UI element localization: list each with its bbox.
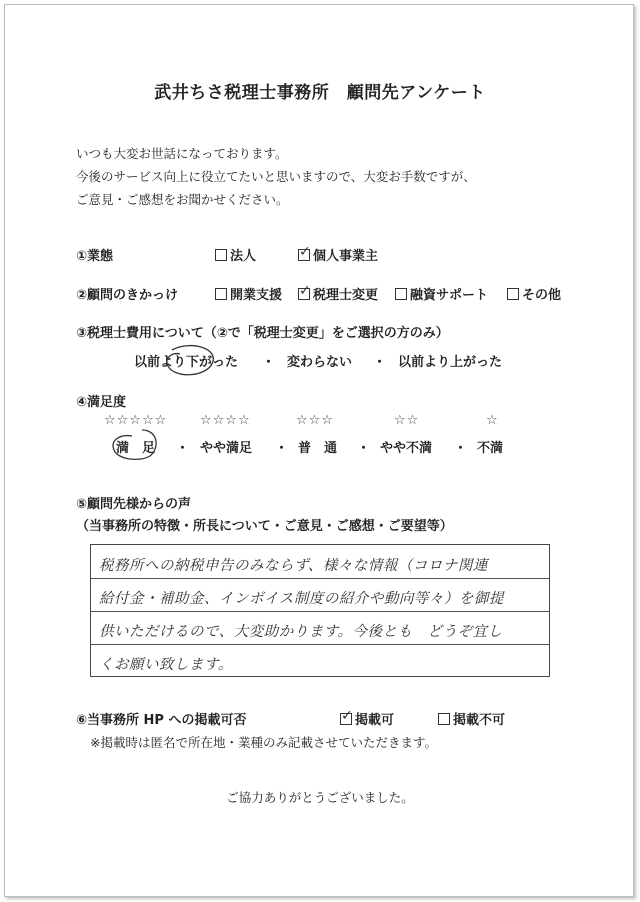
q2-label: ②顧問のきかっけ	[76, 288, 179, 303]
q4-level-dissatisfied[interactable]: 不満	[477, 441, 504, 456]
q3-choice-higher[interactable]: 以前より上がった	[398, 355, 503, 370]
intro-line-2: 今後のサービス向上に役立てたいと思いますので、大変お手数ですが、	[76, 169, 476, 184]
intro-line-1: いつも大変お世話になっております。	[76, 146, 288, 161]
q3-label: ③税理士費用について（②で「税理士変更」をご選択の方のみ）	[76, 326, 449, 341]
q2-option-startup[interactable]: 開業支援	[215, 284, 282, 303]
stars-1-icon: ☆	[486, 413, 499, 428]
intro-line-3: ご意見・ご感想をお聞かせください。	[76, 192, 289, 207]
q4-label: ④満足度	[76, 395, 127, 410]
selection-circle-mark	[160, 342, 230, 382]
q4-separator: ・	[454, 441, 468, 456]
checkbox-checked-icon[interactable]: ✓	[299, 283, 311, 299]
comment-rule-line	[91, 611, 549, 612]
q5-sublabel: （当事務所の特徴・所長について・ご意見・ご感想・ご要望等）	[76, 519, 453, 534]
stars-5-icon: ☆☆☆☆☆	[104, 413, 168, 428]
checkbox-unchecked-icon[interactable]	[438, 713, 450, 725]
checkbox-unchecked-icon[interactable]	[215, 288, 227, 300]
q6-label: ⑥当事務所 HP への掲載可否	[76, 713, 247, 728]
q3-choice-lower[interactable]: 以前より下がった	[134, 355, 239, 370]
handwritten-comment-line-4: くお願い致します。	[99, 657, 233, 673]
q6-option-allow[interactable]: ✓ 掲載可	[341, 708, 395, 728]
selection-circle-mark	[106, 426, 166, 462]
q2-option-tax-accountant-change[interactable]: ✓ 税理士変更	[299, 283, 379, 303]
stars-2-icon: ☆☆	[394, 413, 420, 428]
comment-rule-line	[91, 644, 549, 645]
q3-separator: ・	[262, 355, 276, 370]
stars-3-icon: ☆☆☆	[296, 413, 334, 428]
q4-level-satisfied[interactable]: 満 足	[116, 441, 156, 456]
q4-level-somewhat-dissatisfied[interactable]: やや不満	[380, 441, 433, 456]
stars-4-icon: ☆☆☆☆	[200, 413, 251, 428]
q3-choice-same[interactable]: 変わらない	[287, 355, 353, 370]
q1-option-sole-proprietor[interactable]: ✓ 個人事業主	[299, 244, 379, 264]
q4-level-somewhat-satisfied[interactable]: やや満足	[200, 441, 253, 456]
q1-label: ①業態	[76, 249, 114, 264]
comment-rule-line	[91, 578, 549, 579]
checkbox-checked-icon[interactable]: ✓	[299, 244, 311, 260]
q6-option-deny[interactable]: 掲載不可	[438, 709, 505, 728]
checkbox-unchecked-icon[interactable]	[507, 288, 519, 300]
q4-separator: ・	[176, 441, 190, 456]
q4-separator: ・	[357, 441, 371, 456]
q5-label: ⑤顧問先様からの声	[76, 497, 192, 512]
handwritten-comment-line-1: 税務所への納税申告のみならず、様々な情報（コロナ関連	[99, 558, 488, 574]
comment-box[interactable]	[90, 544, 550, 677]
q3-separator: ・	[373, 355, 387, 370]
thank-you-footer: ご協力ありがとうございました。	[226, 790, 414, 805]
q2-option-other[interactable]: その他	[507, 284, 561, 303]
checkbox-checked-icon[interactable]: ✓	[341, 708, 353, 724]
q4-separator: ・	[275, 441, 289, 456]
handwritten-comment-line-2: 給付金・補助金、インボイス制度の紹介や動向等々）を御提	[99, 591, 504, 607]
checkbox-unchecked-icon[interactable]	[395, 288, 407, 300]
q1-option-corporate[interactable]: 法人	[215, 245, 256, 264]
q2-option-financing-support[interactable]: 融資サポート	[395, 284, 488, 303]
page-title: 武井ちさ税理士事務所 顧問先アンケート	[154, 83, 486, 103]
q6-note: ※掲載時は匿名で所在地・業種のみ記載させていただきます。	[90, 735, 437, 750]
handwritten-comment-line-3: 供いただけるので、大変助かります。今後とも どうぞ宜し	[99, 624, 503, 640]
checkbox-unchecked-icon[interactable]	[215, 249, 227, 261]
q4-level-neutral[interactable]: 普 通	[298, 441, 338, 456]
